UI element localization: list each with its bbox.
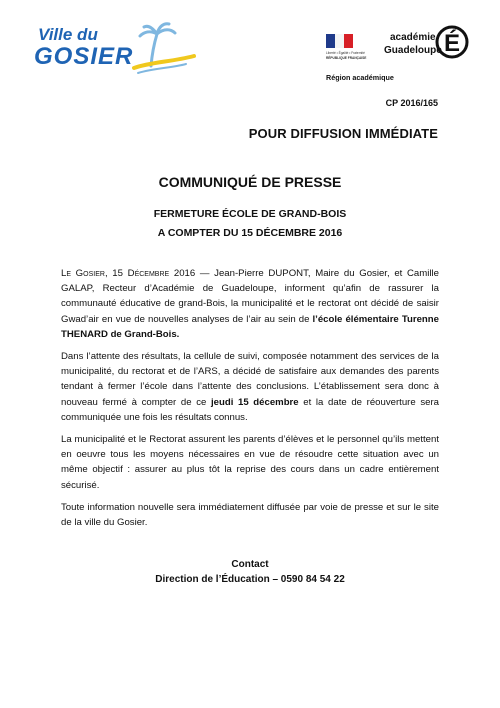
place-name: Le Gosier: [61, 268, 105, 279]
guadeloupe-word: Guadeloupe: [384, 45, 442, 56]
paragraph-3: La municipalité et le Rectorat assurent les parents d’élèves et le personnel qu’ils mettent en oeuvre tous les moyens nécessaires en vue de résoudre cette situation avec un même objectif : assurer au plus tôt la reprise des cours dans un cadre entièrement sécurisé.: [61, 434, 439, 491]
academie-word: académie: [390, 32, 436, 43]
ville-du-gosier-logo: [26, 18, 206, 78]
reference-number: CP 2016/165: [385, 98, 438, 108]
contact-line: Direction de l’Éducation – 0590 84 54 22: [155, 574, 345, 585]
paragraph-4: Toute information nouvelle sera immédiatement diffusée par voie de presse et sur le site de la ville du Gosier.: [61, 502, 439, 529]
date-separator: , 15: [104, 268, 128, 279]
paragraph-1: [61, 266, 439, 342]
paragraph-2-text: Dans l’attente des résultats, la cellule de suivi, composée notamment des services de la municipalité, du rectorat et de l’ARS, a décidé de satisfaire aux demandes des parents tendant à fermer l’école dans l’attente des conclusions. L’établissement sera donc à nouveau fermé à compter de ce: [61, 351, 439, 408]
subtitle-line-2: A COMPTER DU 15 DÉCEMBRE 2016: [157, 227, 343, 239]
republic-name: RÉPUBLIQUE FRANÇAISE: [326, 56, 367, 60]
flag-white-icon: [335, 34, 344, 48]
closure-date: jeudi 15 décembre: [210, 396, 299, 408]
flag-red-icon: [344, 34, 353, 48]
republic-motto: Liberté • Égalité • Fraternité: [326, 51, 365, 55]
diffusion-notice: POUR DIFFUSION IMMÉDIATE: [248, 126, 438, 141]
school-name: l’école élémentaire Turenne THENARD de Grand-Bois.: [61, 313, 439, 340]
paragraph-1-text: 2016 — Jean-Pierre DUPONT, Maire du Gosier, et Camille GALAP, Recteur d’Académie de Guadeloupe, informent qu’afin de rassurer la communauté éducative de grand-Bois, la municipalité et le rectorat ont décidé de saisir Gwad’air en vue de nouvelles analyses de l’air au sein de: [61, 268, 439, 325]
paragraph-2-after: et la date de réouverture sera communiquée une fois les résultats connus.: [61, 396, 440, 423]
logo-line1: Ville du: [38, 25, 98, 44]
page-title: COMMUNIQUÉ DE PRESSE: [158, 174, 342, 190]
flag-blue-icon: [326, 34, 335, 48]
subtitle-line-1: FERMETURE ÉCOLE DE GRAND-BOIS: [153, 208, 347, 220]
wave-icon: [134, 56, 194, 68]
academie-guadeloupe-logo: [320, 20, 470, 84]
paragraph-2: [61, 349, 439, 425]
contact-label: Contact: [231, 559, 269, 570]
region-academique-label: Région académique: [326, 73, 394, 82]
logo-line2: GOSIER: [34, 43, 134, 70]
academie-e-letter: É: [443, 30, 461, 57]
date-month: Décembre: [127, 268, 170, 279]
